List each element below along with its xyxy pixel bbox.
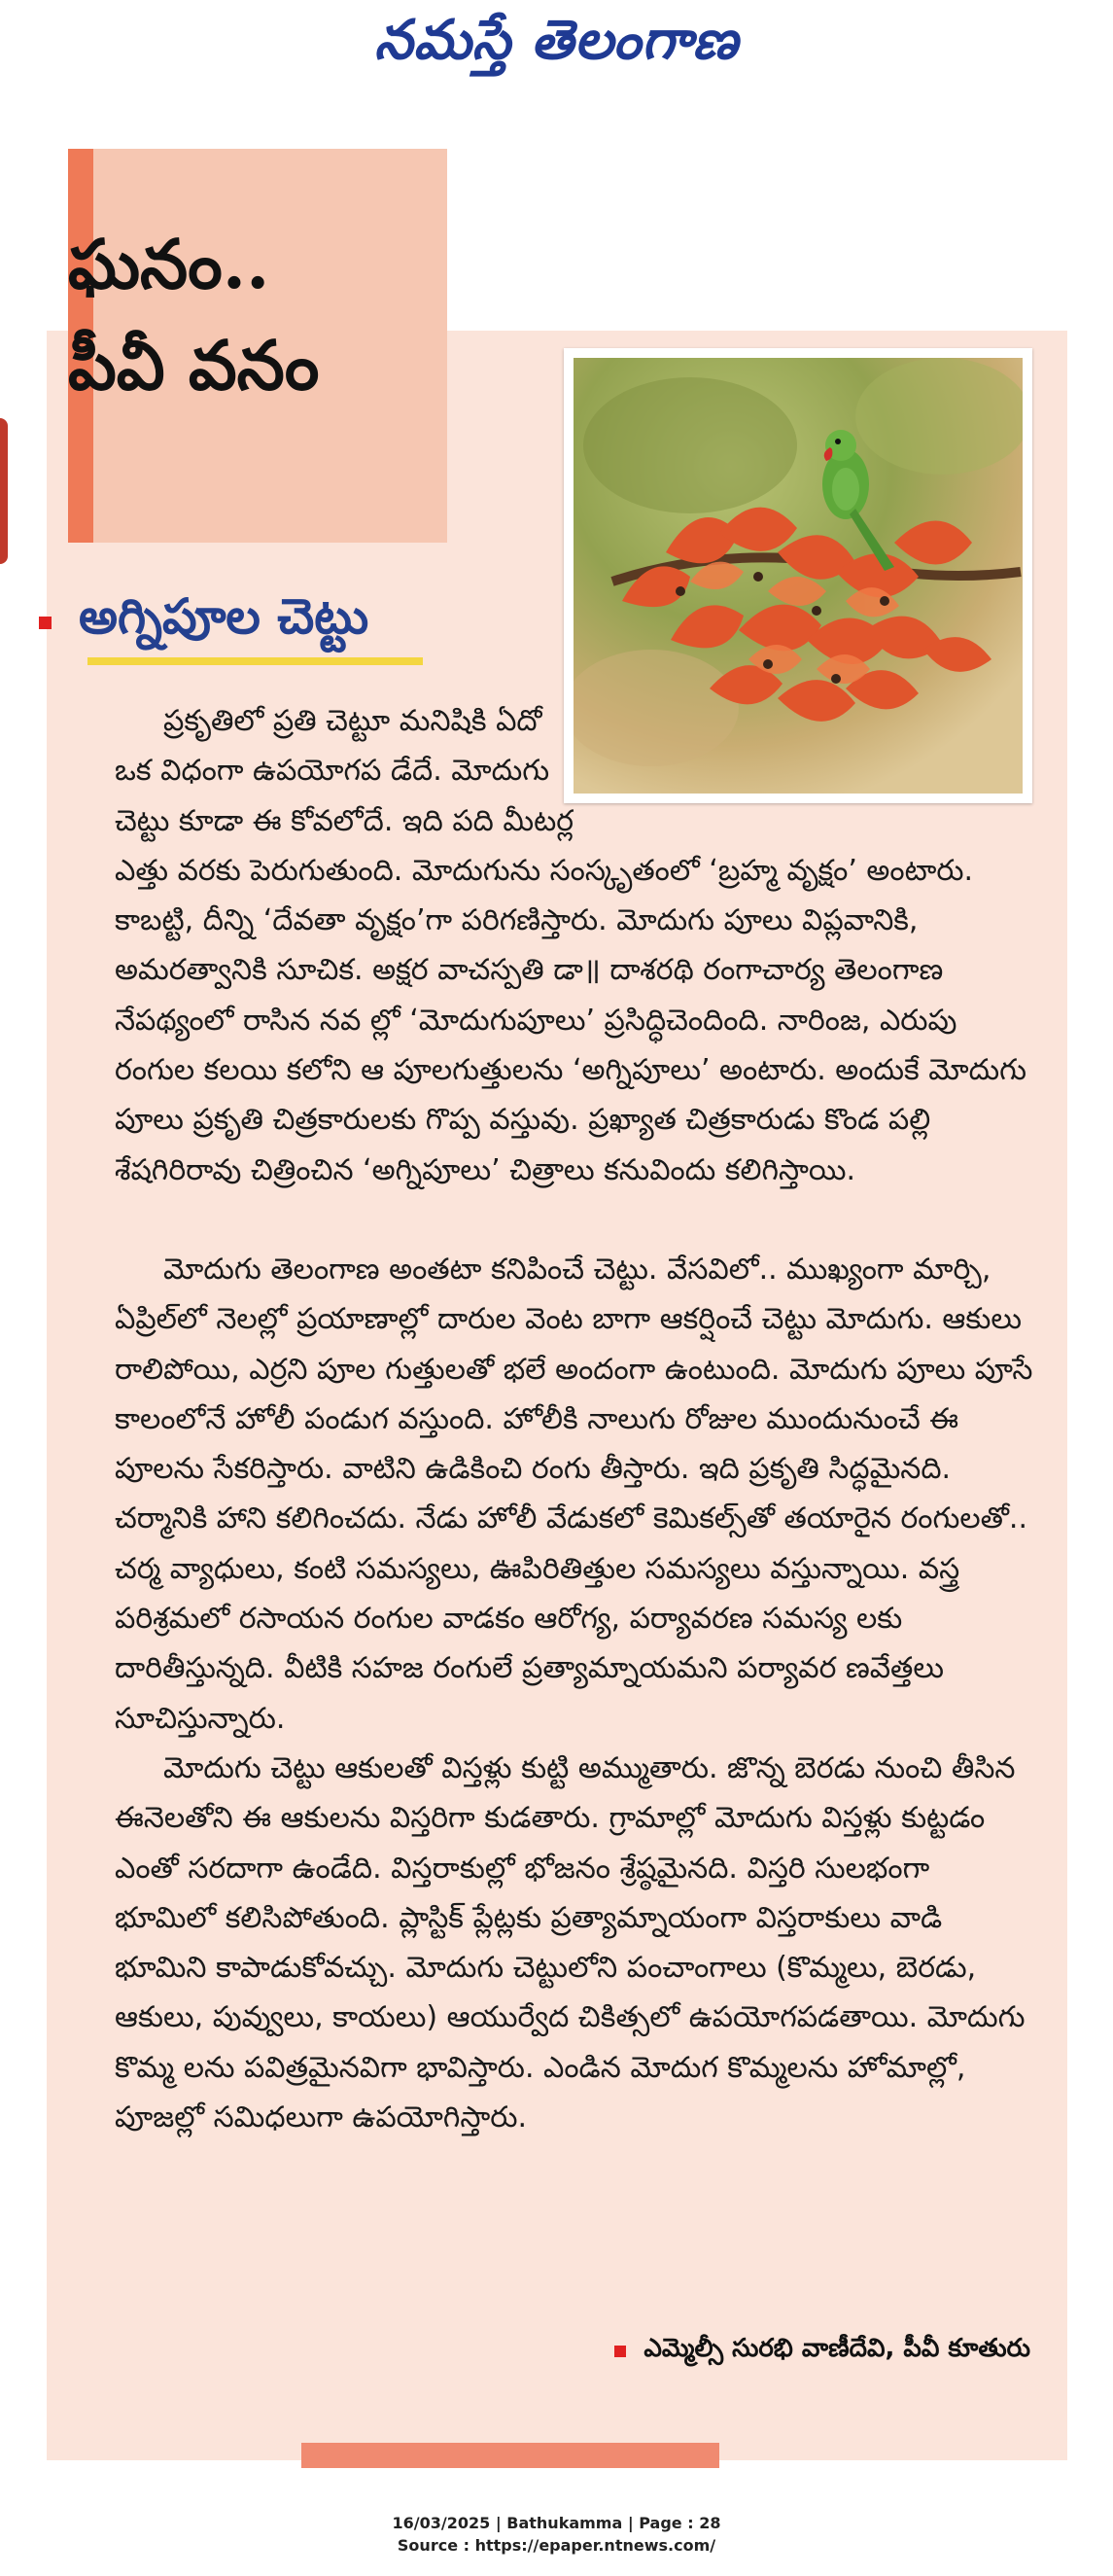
paragraph-1: ప్రకృతిలో ప్రతి చెట్టూ మనిషికి ఏదో ఒక విధంగా ఉపయోగప డేదే. మోదుగు చెట్టు కూడా ఈ కోవలోదే. ఇది పది మీటర్ల ఎత్తు వరకు పెరుగుతుంది. మోదుగును సంస్కృతంలో ‘బ్రహ్మ వృక్షం’ అంటారు. కాబట్టి, దీన్ని ‘దేవతా వృక్షం’గా పరిగణిస్తారు. మోదుగు పూలు విప్లవానికి, అమరత్వానికి సూచిక. అక్షర వాచస్పతి డా॥ దాశరథి రంగాచార్య తెలంగాణ నేపథ్యంలో రాసిన నవ ల్లో ‘మోదుగుపూలు’ ప్రసిద్ధిచెందింది. నారింజ, ఎరుపు రంగుల కలయి కలోని ఆ పూలగుత్తులను ‘అగ్నిపూలు’ అంటారు. అందుకే మోదుగు పూలు ప్రకృతి చిత్రకారులకు గొప్ప వస్తువు. ప్రఖ్యాత చిత్రకారుడు కొండ పల్లి శేషగిరిరావు చిత్రించిన ‘అగ్నిపూలు’ చిత్రాలు కనువిందు కలిగిస్తాయి. [115,704,1027,1187]
bullet-square-icon [614,2346,626,2357]
page-edge-marker [0,418,8,564]
section-title: అగ్నిపూల చెట్టు [79,587,369,645]
headline [68,214,319,416]
footer-source: Source : https://epaper.ntnews.com/ [397,2536,716,2555]
headline-line-2: పీవీ వనం [68,325,320,406]
bullet-square-icon [39,617,52,629]
article-body [115,696,1038,2142]
byline [614,2334,1030,2369]
paragraph-2: మోదుగు తెలంగాణ అంతటా కనిపించే చెట్టు. వేసవిలో.. ముఖ్యంగా మార్చి, ఏప్రిల్‌లో నెలల్లో ప్రయాణాల్లో దారుల వెంట బాగా ఆకర్షించే చెట్టు మోదుగు. ఆకులు రాలిపోయి, ఎర్రని పూల గుత్తులతో భలే అందంగా ఉంటుంది. మోదుగు పూలు పూసే కాలంలోనే హోలీ పండుగ వస్తుంది. హోలీకి నాలుగు రోజుల ముందునుంచే ఈ పూలను సేకరిస్తారు. వాటిని ఉడికించి రంగు తీస్తారు. ఇది ప్రకృతి సిద్ధమైనది. చర్మానికి హాని కలిగించదు. నేడు హోలీ వేడుకలో కెమికల్స్‌తో తయారైన రంగులతో.. చర్మ వ్యాధులు, కంటి సమస్యలు, ఊపిరితిత్తుల సమస్యలు వస్తున్నాయి. వస్త్ర పరిశ్రమలో రసాయన రంగుల వాడకం ఆరోగ్య, పర్యావరణ సమస్య లకు దారితీస్తున్నది. వీటికి సహజ రంగులే ప్రత్యామ్నాయమని పర్యావర ణవేత్తలు సూచిస్తున్నారు. [115,1252,1033,1736]
masthead-logo: నమస్తే తెలంగాణ [374,8,739,72]
section-heading [39,583,368,661]
bottom-accent-bar [301,2443,719,2468]
byline-text: ఎమ్మెల్సీ సురభి వాణీదేవి, పీవీ కూతురు [643,2334,1030,2363]
footer-date-page: 16/03/2025 | Bathukamma | Page : 28 [392,2514,721,2532]
paragraph-3: మోదుగు చెట్టు ఆకులతో విస్తళ్లు కుట్టి అమ్ముతారు. జొన్న బెరడు నుంచి తీసిన ఈనెలతోని ఈ ఆకులను విస్తరిగా కుడతారు. గ్రామాల్లో మోదుగు విస్తళ్లు కుట్టడం ఎంతో సరదాగా ఉండేది. విస్తరాకుల్లో భోజనం శ్రేష్ఠమైనది. విస్తరి సులభంగా భూమిలో కలిసిపోతుంది. ప్లాస్టిక్ ప్లేట్లకు ప్రత్యామ్నాయంగా విస్తరాకులు వాడి భూమిని కాపాడుకోవచ్చు. మోదుగు చెట్టులోని పంచాంగాలు (కొమ్మలు, బెరడు, ఆకులు, పువ్వులు, కాయలు) ఆయుర్వేద చికిత్సలో ఉపయోగపడతాయి. మోదుగు కొమ్మ లను పవిత్రమైనవిగా భావిస్తారు. ఎండిన మోదుగ కొమ్మలను హోమాల్లో, పూజల్లో సమిధలుగా ఉపయోగిస్తారు. [115,1750,1026,2135]
photo-wrap-spacer [586,696,1038,842]
headline-line-1: ఘనం.. [68,224,270,304]
section-underline [87,657,423,665]
paragraph-gap [115,1195,1038,1245]
